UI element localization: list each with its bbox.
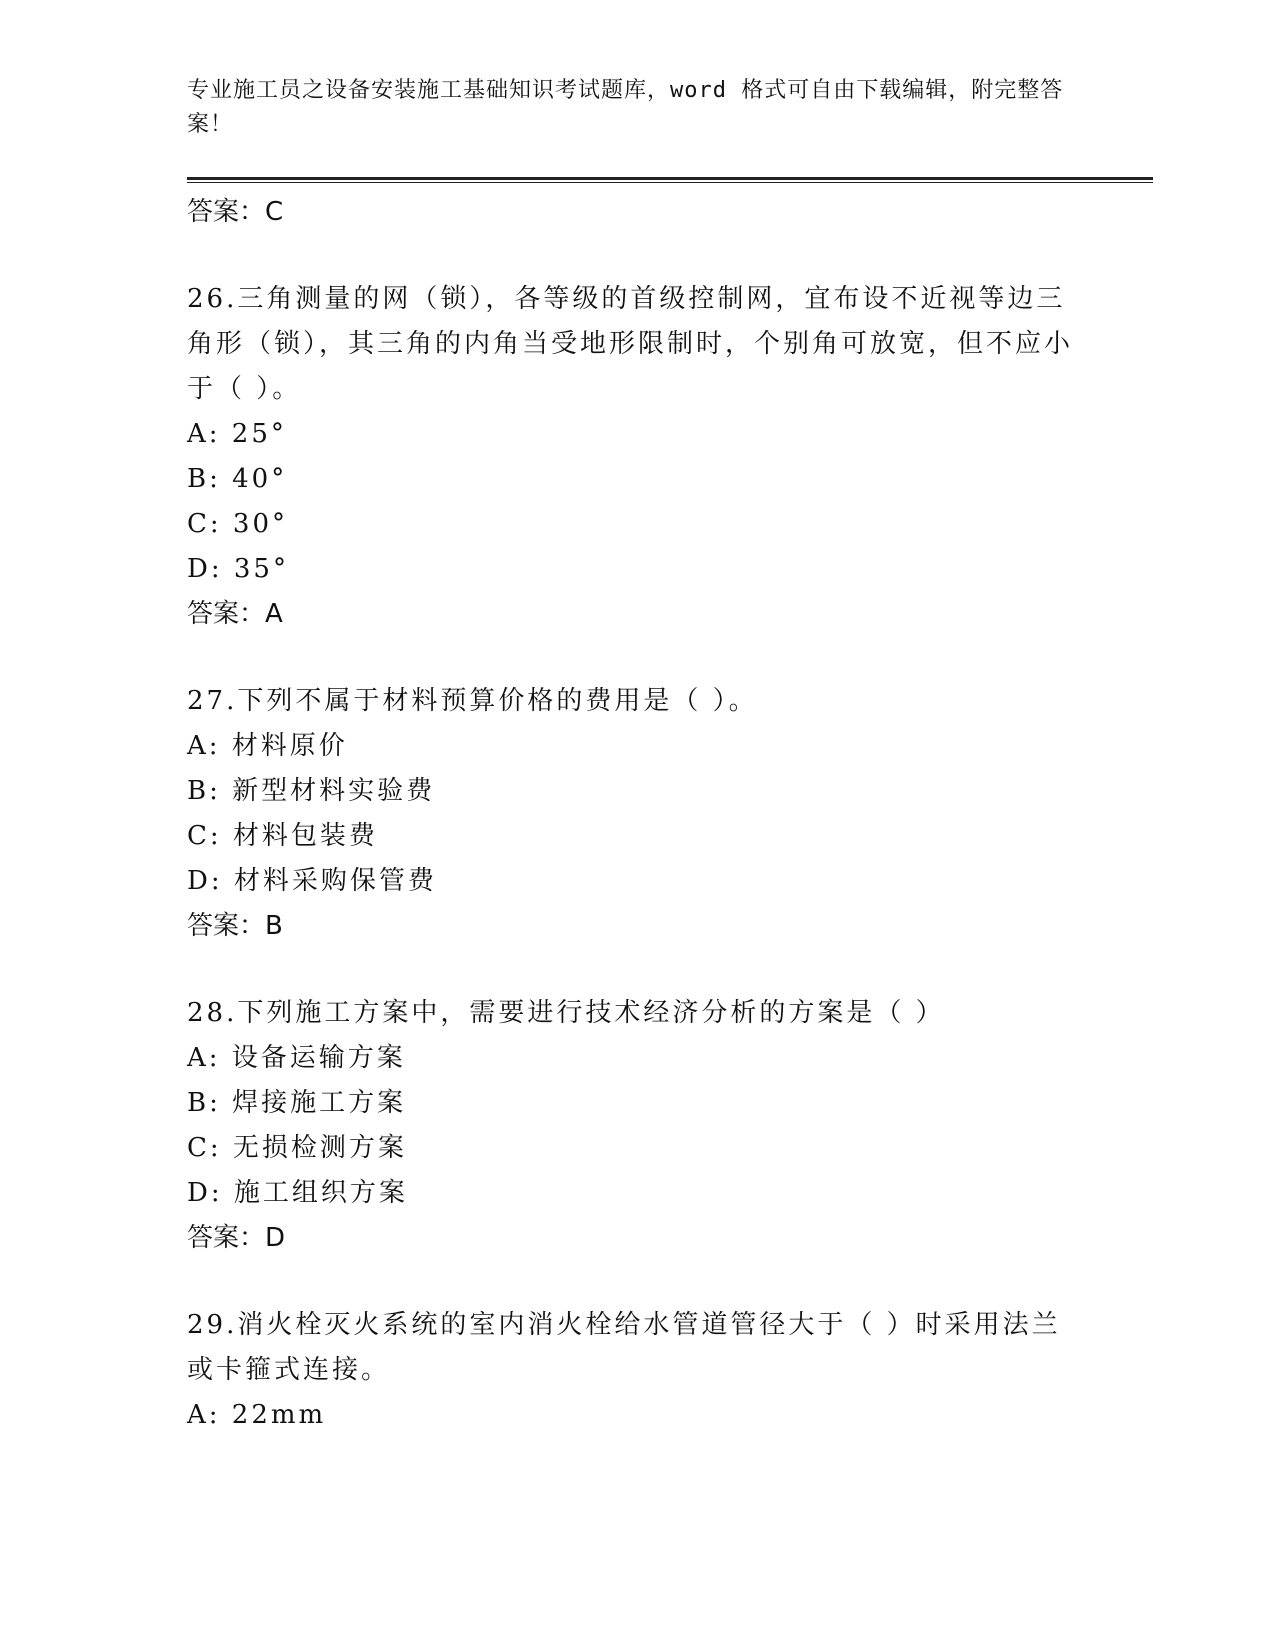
option-b: B: 新型材料实验费 [187, 776, 436, 806]
option-a: A: 22mm [187, 1400, 327, 1430]
option-a: A: 25° [187, 419, 287, 449]
option-c: C: 材料包装费 [187, 821, 378, 851]
answer: 答案：A [187, 599, 283, 629]
question-27 [187, 679, 1087, 949]
option-d: D: 材料采购保管费 [187, 866, 437, 896]
option-a: A: 设备运输方案 [187, 1043, 406, 1073]
question-29 [187, 1303, 1087, 1438]
previous-answer: 答案：C [187, 197, 284, 227]
header-note: 专业施工员之设备安装施工基础知识考试题库，word 格式可自由下载编辑，附完整答案！ [187, 78, 1064, 137]
option-b: B: 焊接施工方案 [187, 1088, 407, 1118]
answer: 答案：D [187, 1223, 286, 1253]
option-c: C: 无损检测方案 [187, 1133, 407, 1163]
option-d: D: 35° [187, 554, 289, 584]
option-b: B: 40° [187, 464, 288, 494]
question-28 [187, 991, 1087, 1261]
question-text: 27.下列不属于材料预算价格的费用是（ ）。 [187, 686, 758, 716]
question-text: 28.下列施工方案中，需要进行技术经济分析的方案是（ ） [187, 998, 945, 1028]
option-a: A: 材料原价 [187, 731, 348, 761]
question-text: 29.消火栓灭火系统的室内消火栓给水管道管径大于（ ）时采用法兰或卡箍式连接。 [187, 1310, 1061, 1385]
option-c: C: 30° [187, 509, 289, 539]
question-text: 26.三角测量的网（锁），各等级的首级控制网，宜布设不近视等边三角形（锁），其三角的内角当受地形限制时，个别角可放宽，但不应小于（ ）。 [187, 284, 1074, 404]
question-26 [187, 277, 1087, 637]
answer: 答案：B [187, 911, 283, 941]
header-rule-thin [187, 182, 1153, 183]
question-list [187, 190, 1087, 1438]
option-d: D: 施工组织方案 [187, 1178, 408, 1208]
header-rule-thick [187, 177, 1153, 180]
